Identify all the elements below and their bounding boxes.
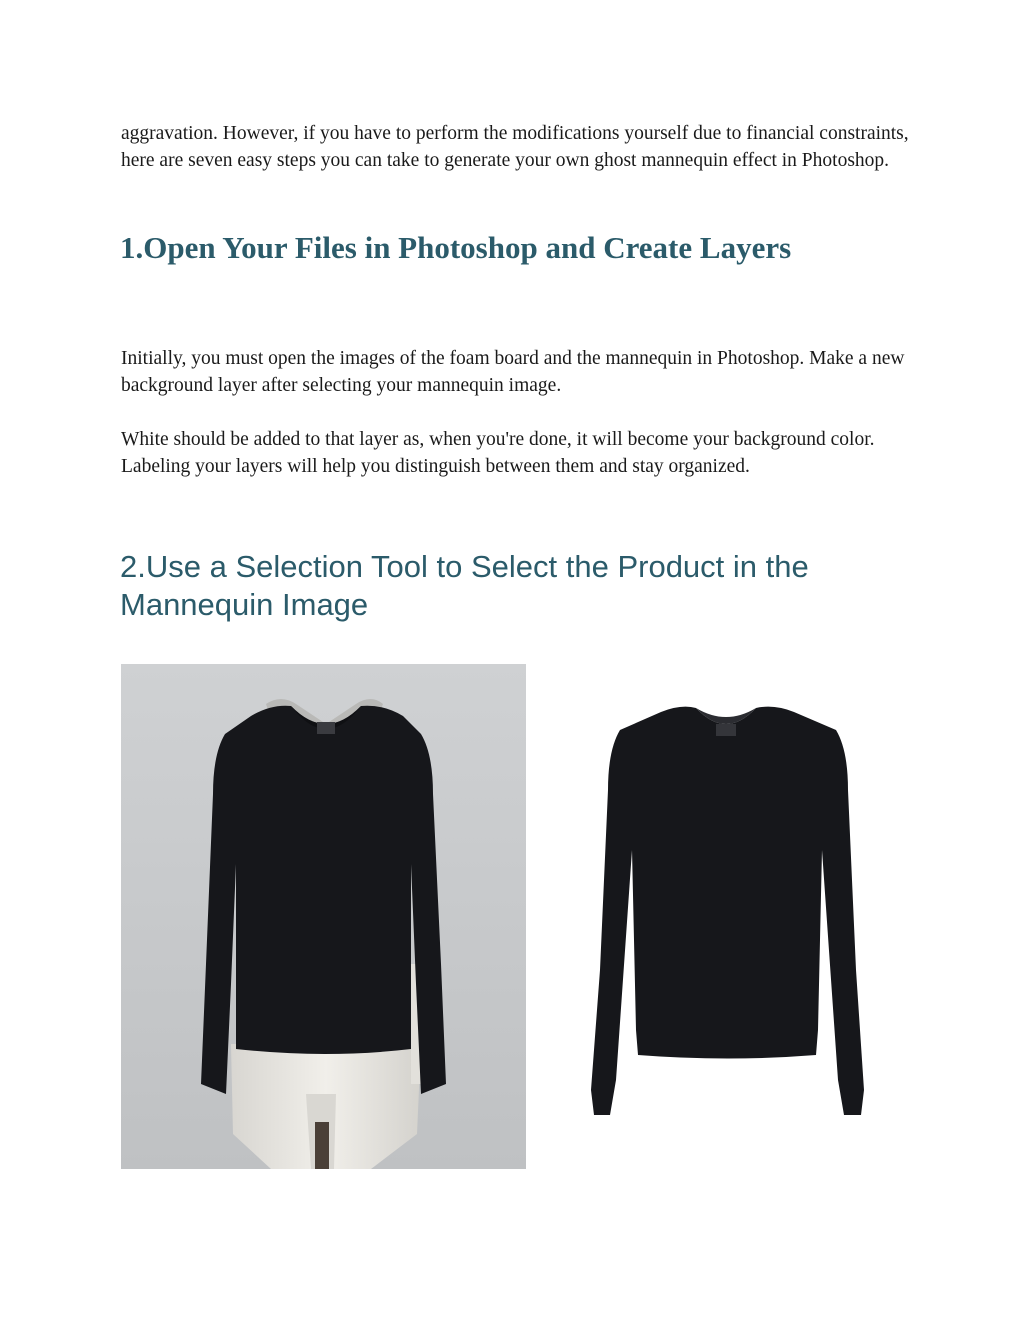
step1-paragraph-1: Initially, you must open the images of the foam board and the mannequin in Photoshop. Make a new background layer after selecting your mannequin image. [121,348,905,396]
intro-paragraph: aggravation. However, if you have to perform the modifications yourself due to financial constraints, here are seven easy steps you can take to generate your own ghost mannequin effect in Photoshop. [121,123,909,171]
step1-heading: 1.Open Your Files in Photoshop and Create Layers [120,230,792,265]
step1-paragraph-2: White should be added to that layer as, when you're done, it will become your background color. Labeling your layers will help you distinguish between them and stay organized. [121,429,875,477]
step2-heading: 2.Use a Selection Tool to Select the Product in the Mannequin Image [120,549,809,622]
mannequin-shirt-illustration [121,664,526,1169]
mannequin-photo [121,664,526,1169]
ghost-mannequin-photo [556,690,901,1130]
ghost-shirt-illustration [556,690,901,1130]
